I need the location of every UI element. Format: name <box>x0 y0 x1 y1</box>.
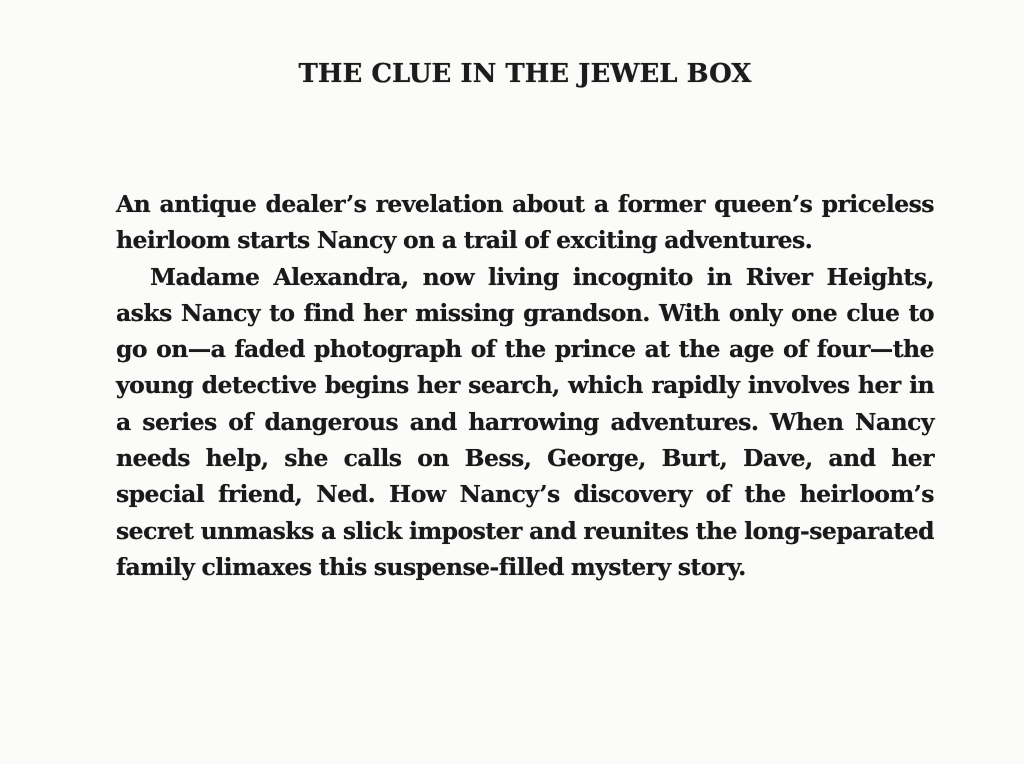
synopsis-paragraph-intro: An antique dealer’s revelation about a former queen’s priceless heirloom starts Nancy on a trail of exciting adventures. <box>116 190 934 255</box>
synopsis-text <box>116 186 934 585</box>
synopsis-paragraph-main: Madame Alexandra, now living incognito in River Heights, asks Nancy to find her missing grandson. With only one clue to go on—a faded photograph of the prince at the age of four—the young detective begins her search, which rapidly involves her in a series of dangerous and harrowing adventures. When Nancy needs help, she calls on Bess, George, Burt, Dave, and her special friend, Ned. How Nancy’s discovery of the heirloom’s secret unmasks a slick imposter and reunites the long-separated family climaxes this suspense-filled mystery story. <box>116 262 934 581</box>
book-title: THE CLUE IN THE JEWEL BOX <box>298 59 752 89</box>
